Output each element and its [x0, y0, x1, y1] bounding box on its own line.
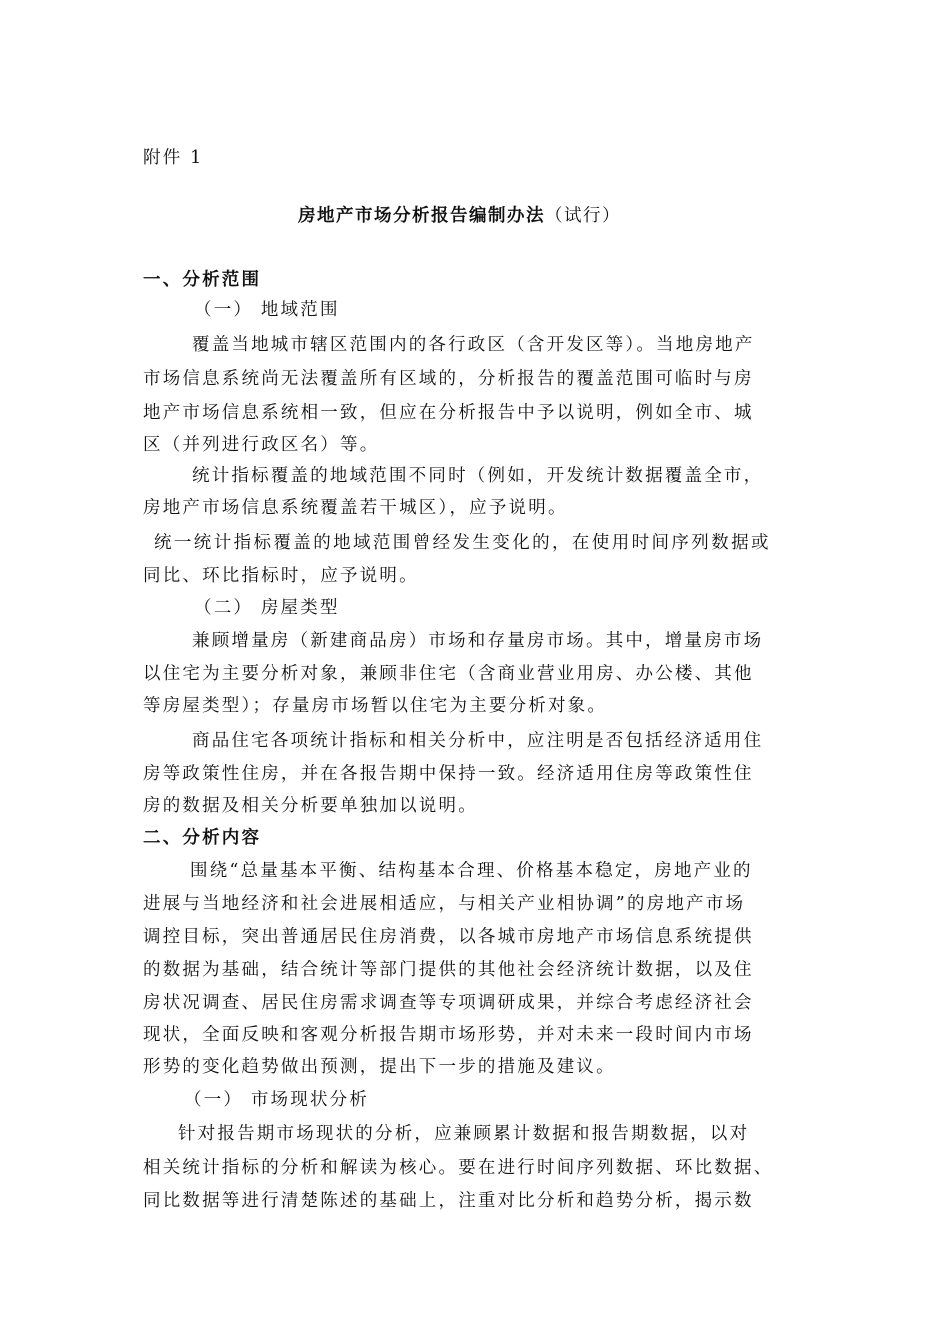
document-title [298, 204, 621, 228]
paragraph-line: 形势的变化趋势做出预测，提出下一步的措施及建议。 [143, 1057, 616, 1077]
attachment-label: 附件 1 [143, 148, 204, 168]
paragraph-line: 以住宅为主要分析对象，兼顾非住宅（含商业营业用房、办公楼、其他 [143, 664, 754, 684]
paragraph-line: 兼顾增量房（新建商品房）市场和存量房市场。其中，增量房市场 [192, 631, 764, 651]
subsection-heading: （二） 房屋类型 [194, 598, 340, 618]
paragraph-line: 现状，全面反映和客观分析报告期市场形势，并对未来一段时间内市场 [143, 1025, 754, 1045]
paragraph-line: 市场信息系统尚无法覆盖所有区域的，分析报告的覆盖范围可临时与房 [143, 369, 754, 389]
document-title-main: 房地产市场分析报告编制办法 [298, 206, 545, 226]
subsection-heading: （一） 市场现状分析 [184, 1090, 370, 1110]
section-heading-1: 一、分析范围 [143, 270, 262, 290]
document-title-suffix: （试行） [545, 206, 621, 226]
paragraph-line: 同比数据等进行清楚陈述的基础上，注重对比分析和趋势分析，揭示数 [143, 1191, 754, 1211]
paragraph-line: 等房屋类型）；存量房市场暂以住宅为主要分析对象。 [143, 696, 608, 716]
paragraph-line: 地产市场信息系统相一致，但应在分析报告中予以说明，例如全市、城 [143, 403, 754, 423]
paragraph-line: 房状况调查、居民住房需求调查等专项调研成果，并综合考虑经济社会 [143, 993, 754, 1013]
paragraph-line: 进展与当地经济和社会进展相适应，与相关产业相协调”的房地产市场 [143, 894, 746, 914]
section-heading-2: 二、分析内容 [143, 828, 262, 848]
paragraph-line: 统一统计指标覆盖的地域范围曾经发生变化的，在使用时间序列数据或 [154, 533, 771, 553]
paragraph-line: 区（并列进行政区名）等。 [143, 435, 380, 455]
paragraph-line: 覆盖当地城市辖区范围内的各行政区（含开发区等）。当地房地产 [192, 335, 755, 355]
paragraph-line: 针对报告期市场现状的分析，应兼顾累计数据和报告期数据，以对 [178, 1124, 750, 1144]
paragraph-line: 的数据为基础，结合统计等部门提供的其他社会经济统计数据，以及住 [143, 960, 754, 980]
paragraph-line: 围绕“总量基本平衡、结构基本合理、价格基本稳定，房地产业的 [190, 861, 753, 881]
paragraph-line: 相关统计指标的分析和解读为核心。要在进行时间序列数据、环比数据、 [143, 1158, 774, 1178]
paragraph-line: 房地产市场信息系统覆盖若干城区），应予说明。 [143, 498, 568, 518]
paragraph-line: 同比、环比指标时，应予说明。 [143, 566, 419, 586]
subsection-heading: （一） 地域范围 [194, 300, 340, 320]
paragraph-line: 房等政策性住房，并在各报告期中保持一致。经济适用住房等政策性住 [143, 764, 754, 784]
paragraph-line: 统计指标覆盖的地域范围不同时（例如，开发统计数据覆盖全市， [192, 466, 764, 486]
paragraph-line: 调控目标，突出普通居民住房消费，以各城市房地产市场信息系统提供 [143, 927, 754, 947]
paragraph-line: 商品住宅各项统计指标和相关分析中，应注明是否包括经济适用住 [192, 731, 764, 751]
paragraph-line: 房的数据及相关分析要单独加以说明。 [143, 796, 478, 816]
